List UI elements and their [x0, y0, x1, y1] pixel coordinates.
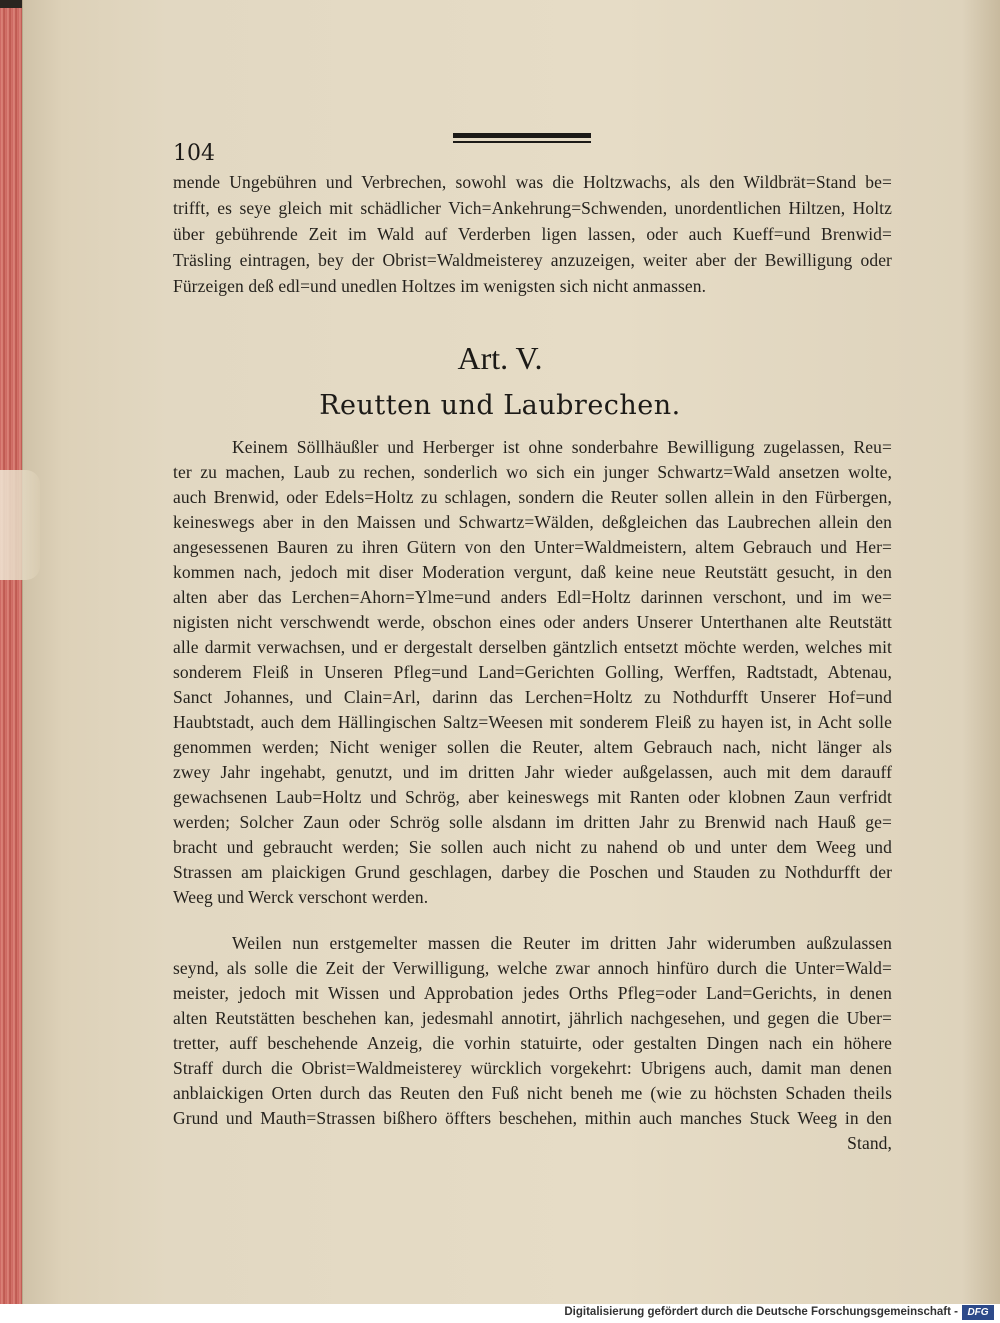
text-line: kommen nach, jedoch mit diser Moderation vergunt, daß keine neue Reutstätt gesucht, in den: [173, 562, 892, 582]
footer-credit: Digitalisierung gefördert durch die Deutsche Forschungsgemeinschaft -: [564, 1306, 958, 1318]
text-line: seynd, als solle die Zeit der Verwilligung, welche zwar annoch hinfüro durch die Unter=Wald=: [173, 958, 892, 978]
text-line: sonderem Fleiß in Unseren Pfleg=und Land=Gerichten Golling, Werffen, Radtstadt, Abtenau,: [173, 662, 892, 682]
dfg-logo: DFG: [962, 1305, 994, 1320]
text-line: nigisten nicht verschwendt werde, obschon eines oder anders Unserer Unterthanen alte Reutstätt: [173, 612, 892, 632]
text-line: trifft, es seye gleich mit schädlicher Vich=Ankehrung=Schwenden, unordentlichen Hiltzen, Holtz: [173, 198, 892, 218]
text-line: gewachsenen Laub=Holtz und Schrög, aber keineswegs mit Ranten oder klobnen Zaun verfridt: [173, 787, 892, 807]
header-rule-thin: [453, 141, 591, 143]
text-line: alten Reutstätten beschehen kan, jedesmahl annotirt, jährlich nachgesehen, und gegen die Uber=: [173, 1008, 892, 1028]
text-line: Strassen am plaickigen Grund geschlagen, darbey die Poschen und Stauden zu Nothdurfft der: [173, 862, 892, 882]
text-line: Weeg und Werck verschont werden.: [173, 887, 429, 907]
text-line: über gebührende Zeit im Wald auf Verderben ligen lassen, oder auch Kueff=und Brenwid=: [173, 224, 892, 244]
article-heading: Art. V.: [457, 340, 543, 376]
text-line: werden; Solcher Zaun oder Schrög solle alsdann im dritten Jahr zu Brenwid nach Hauß ge=: [173, 812, 892, 832]
text-line: angesessenen Bauren zu ihren Gütern von den Unter=Waldmeistern, altem Gebrauch und Her=: [173, 537, 892, 557]
text-line: Straff durch die Obrist=Waldmeisterey würcklich vorgekehrt: Ubrigens auch, damit man denen: [173, 1058, 892, 1078]
header-rule-thick: [453, 133, 591, 138]
text-line: alten aber das Lerchen=Ahorn=Ylme=und anders Edl=Holtz darinnen verschont, und im we=: [173, 587, 892, 607]
text-line: Weilen nun erstgemelter massen die Reuter im dritten Jahr widerumben außzulassen: [232, 933, 892, 953]
text-line: meister, jedoch mit Wissen und Approbation jedes Orths Pfleg=oder Land=Gerichts, in denen: [173, 983, 892, 1003]
text-line: keineswegs aber in den Maissen und Schwartz=Wälden, deßgleichen das Laubrechen allein den: [173, 512, 892, 532]
text-line: Sanct Johannes, und Clain=Arl, darinn das Lerchen=Holtz zu Nothdurfft Unserer Hof=und: [173, 687, 892, 707]
text-line: tretter, auff beschehende Anzeig, die vorhin statuirte, oder gestalten Dingen nach ein höhere: [173, 1033, 892, 1053]
text-line: anblaickigen Orten durch das Reuten den Fuß nicht beneh me (wie zu höchsten Schaden theils: [173, 1083, 892, 1103]
text-line: Grund und Mauth=Strassen bißhero öffters beschehen, mithin auch manches Stuck Weeg in den: [173, 1108, 892, 1128]
text-line: mende Ungebühren und Verbrechen, sowohl was die Holtzwachs, als den Wildbrät=Stand be=: [173, 172, 892, 192]
article-subheading: Reutten und Laubrechen.: [319, 390, 681, 421]
catchword: Stand,: [847, 1133, 892, 1153]
text-line: Fürzeigen deß edl=und unedlen Holtzes im wenigsten sich nicht anmassen.: [173, 276, 707, 296]
text-line: Träsling eintragen, bey der Obrist=Waldmeisterey anzuzeigen, weiter aber der Bewilligung oder: [173, 250, 892, 270]
text-line: zwey Jahr ingehabt, genutzt, und im dritten Jahr wieder außgelassen, auch mit dem darauff: [173, 762, 892, 782]
text-line: auch Brenwid, oder Edels=Holtz zu schlagen, sondern die Reuter sollen allein in den Fürbergen,: [173, 487, 892, 507]
paper-tab: [0, 470, 40, 580]
page-number: 104: [173, 141, 215, 166]
text-line: alle darmit verwachsen, und er dergestalt derselben gäntzlich entsetzt möchte werden, welches mit: [173, 637, 892, 657]
text-line: Haubtstadt, auch dem Hällingischen Saltz=Weesen mit sonderem Fleiß zu hayen ist, in Acht solle: [173, 712, 892, 732]
text-line: ter zu machen, Laub zu rechen, sonderlich wo sich ein junger Schwartz=Wald ansetzen wolte,: [173, 462, 892, 482]
text-line: genommen werden; Nicht weniger sollen die Reuter, altem Gebrauch nach, nicht länger als: [173, 737, 892, 757]
text-line: bracht und gebraucht werden; Sie sollen auch nicht zu nahend ob und unter dem Weeg und: [173, 837, 892, 857]
text-line: Keinem Söllhäußler und Herberger ist ohne sonderbahre Bewilligung zugelassen, Reu=: [232, 437, 892, 457]
